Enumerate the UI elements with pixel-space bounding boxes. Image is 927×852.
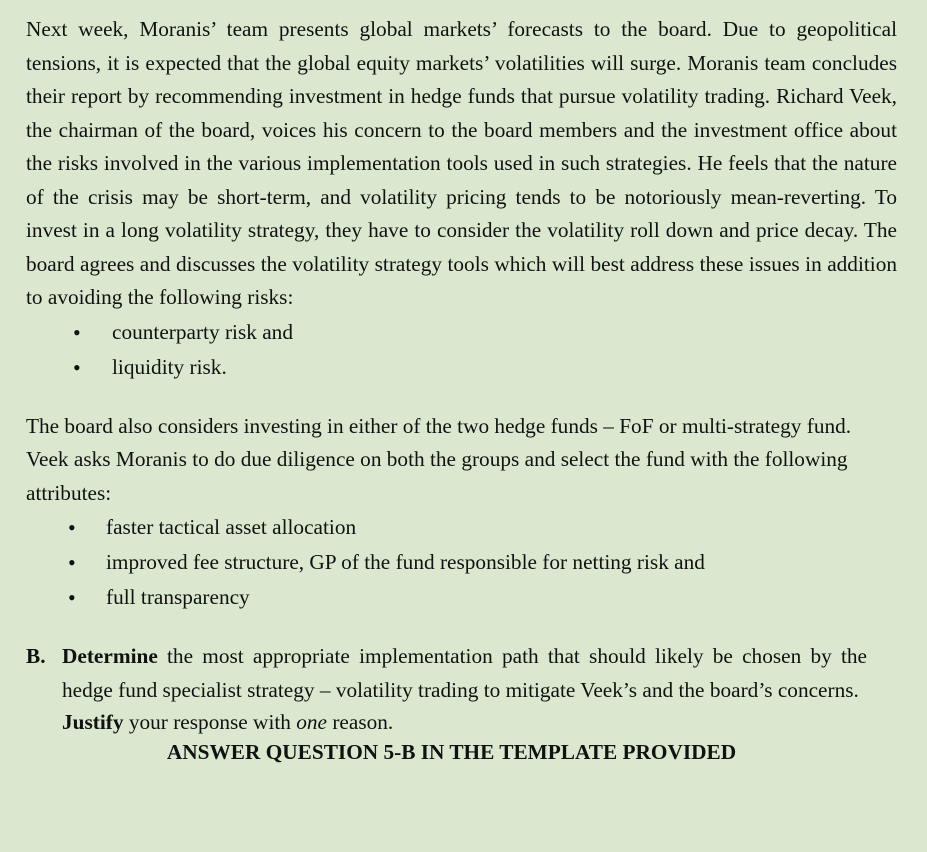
list-item: • faster tactical asset allocation	[26, 510, 897, 545]
list-item: • improved fee structure, GP of the fund responsible for netting risk and	[26, 545, 897, 580]
list-item: • liquidity risk.	[26, 350, 897, 385]
question-label: B.	[26, 644, 46, 668]
question-b	[26, 640, 897, 737]
list-item: • counterparty risk and	[26, 315, 897, 350]
question-verb: Determine	[62, 644, 158, 668]
justify-line: Justify your response with one reason.	[62, 710, 394, 734]
bullet-icon: •	[73, 354, 81, 380]
justify-verb: Justify	[62, 710, 124, 734]
risks-list	[26, 315, 897, 385]
list-item: • full transparency	[26, 580, 897, 615]
question-text: Determine the most appropriate implementation path that should likely be chosen by the hedge fund specialist strategy – volatility trading to mitigate Veek’s and the board’s concerns.	[62, 644, 867, 702]
case-paragraph-1: Next week, Moranis’ team presents global markets’ forecasts to the board. Due to geopolitical tensions, it is expected that the global equity markets’ volatilities will surge. Moranis team concludes their report by recommending investment in hedge funds that pursue volatility trading. Richard Veek, the chairman of the board, voices his concern to the board members and the investment office about the risks involved in the various implementation tools used in such strategies. He feels that the nature of the crisis may be short-term, and volatility pricing tends to be notoriously mean-reverting. To invest in a long volatility strategy, they have to consider the volatility roll down and price decay. The board agrees and discusses the volatility strategy tools which will best address these issues in addition to avoiding the following risks:	[26, 17, 897, 309]
bullet-icon: •	[68, 515, 76, 540]
attributes-list	[26, 510, 897, 615]
bullet-icon: •	[73, 319, 81, 345]
case-paragraph-2: The board also considers investing in either of the two hedge funds – FoF or multi-strategy fund. Veek asks Moranis to do due diligence on both the groups and select the fund with the following attributes:	[26, 413, 852, 505]
bullet-icon: •	[68, 585, 76, 610]
answer-instruction: ANSWER QUESTION 5-B IN THE TEMPLATE PROVIDED	[166, 740, 737, 764]
bullet-icon: •	[68, 550, 76, 575]
